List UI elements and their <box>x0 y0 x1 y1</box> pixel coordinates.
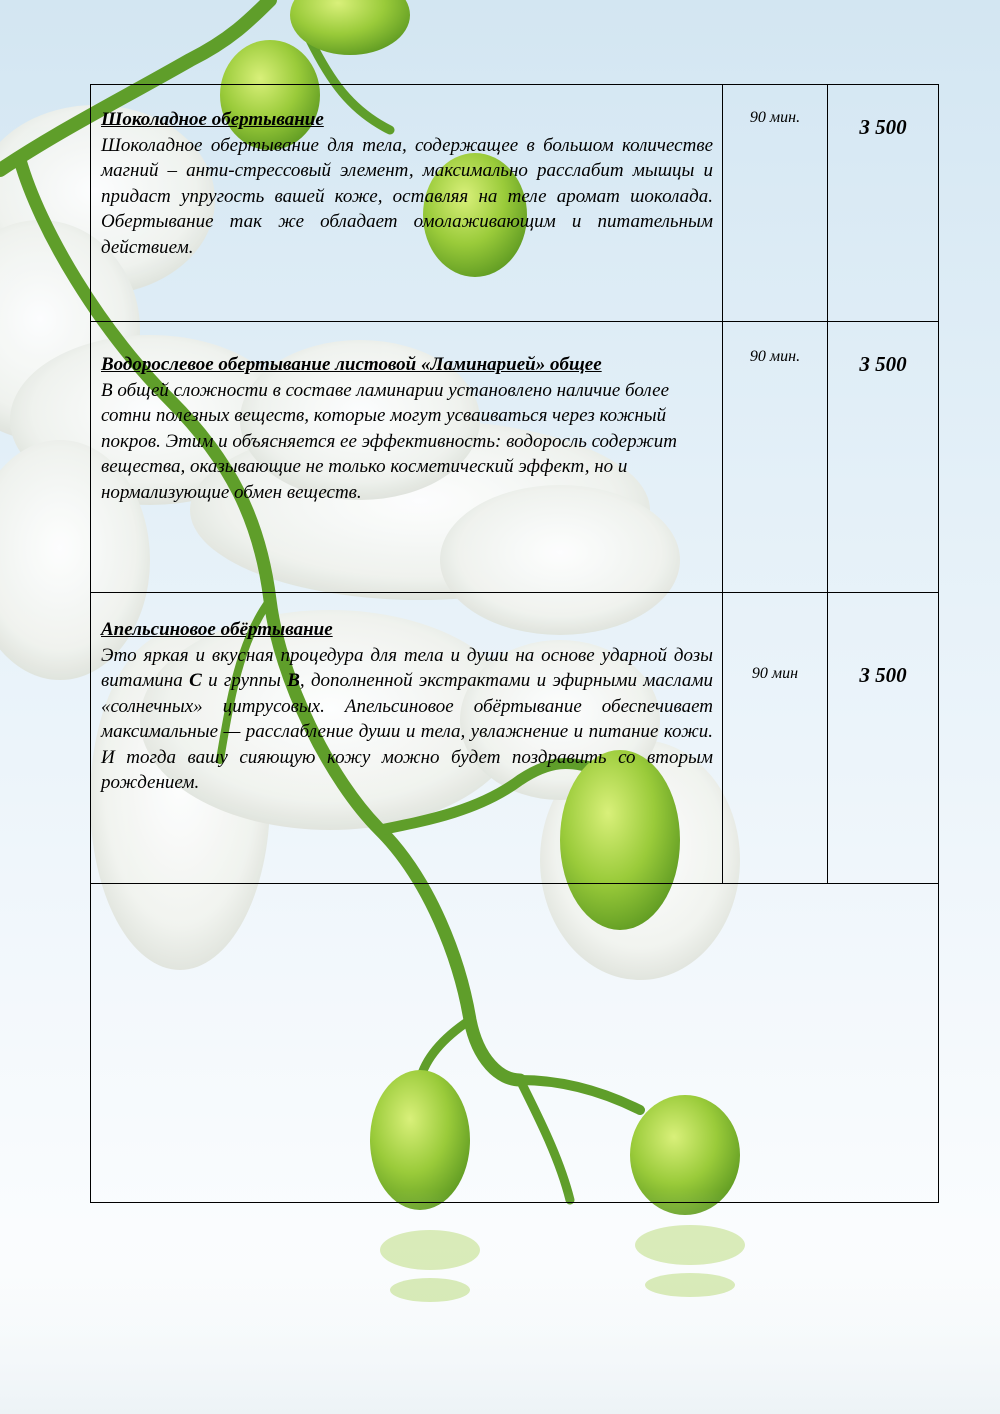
vitamin-c-label: С <box>189 670 202 691</box>
service-duration-cell <box>723 85 828 322</box>
service-duration-cell <box>723 593 828 884</box>
service-price-cell <box>828 593 939 884</box>
service-title: Водорослевое обертывание листовой «Ламинарией» общее <box>101 354 602 375</box>
service-price-cell <box>828 322 939 593</box>
table-row <box>91 884 939 1203</box>
service-price: 3 500 <box>859 352 907 376</box>
service-title: Апельсиновое обёртывание <box>101 619 333 640</box>
service-duration: 90 мин. <box>749 109 801 126</box>
empty-cell <box>91 884 939 1203</box>
service-price: 3 500 <box>859 115 907 139</box>
service-duration-cell <box>723 322 828 593</box>
service-duration: 90 мин <box>751 665 799 682</box>
service-duration: 90 мин. <box>749 348 801 365</box>
service-price-cell <box>828 85 939 322</box>
table-row <box>91 85 939 322</box>
description-text: Это яркая и вкусная процедура для тела и души на основе ударной дозы витамина <box>101 644 713 691</box>
table-row <box>91 593 939 884</box>
service-title: Шоколадное обертывание <box>101 109 324 130</box>
description-text: , дополненной экстрактами и эфирными маслами «солнечных» цитрусовых. Апельсиновое обёртывание обеспечивает максимальные — расслабление души и тела, увлажнение и питание кожи. И тогда вашу сияющую кожу можно будет поздравить со вторым рождением. <box>101 670 713 793</box>
table-row <box>91 322 939 593</box>
service-description <box>101 643 713 796</box>
service-description-cell <box>91 322 723 593</box>
service-description: Шоколадное обертывание для тела, содержащее в большом количестве магний – анти-стрессовый элемент, максимально расслабит мышцы и придаст упругость вашей коже, оставляя на теле аромат шоколада. Обертывание так же обладает омолаживающим и питательным действием. <box>101 134 713 258</box>
service-description-cell <box>91 593 723 884</box>
service-price: 3 500 <box>859 663 907 687</box>
vitamin-b-label: В <box>287 670 300 691</box>
description-text: и группы <box>201 670 288 691</box>
services-table <box>90 84 939 1203</box>
service-description: В общей сложности в составе ламинарии установлено наличие более сотни полезных веществ, которые могут усваиваться через кожный покров. Этим и объясняется ее эффективность: водоросль содержит вещества, оказывающие не только косметический эффект, но и нормализующие обмен веществ. <box>101 379 678 503</box>
service-description-cell <box>91 85 723 322</box>
